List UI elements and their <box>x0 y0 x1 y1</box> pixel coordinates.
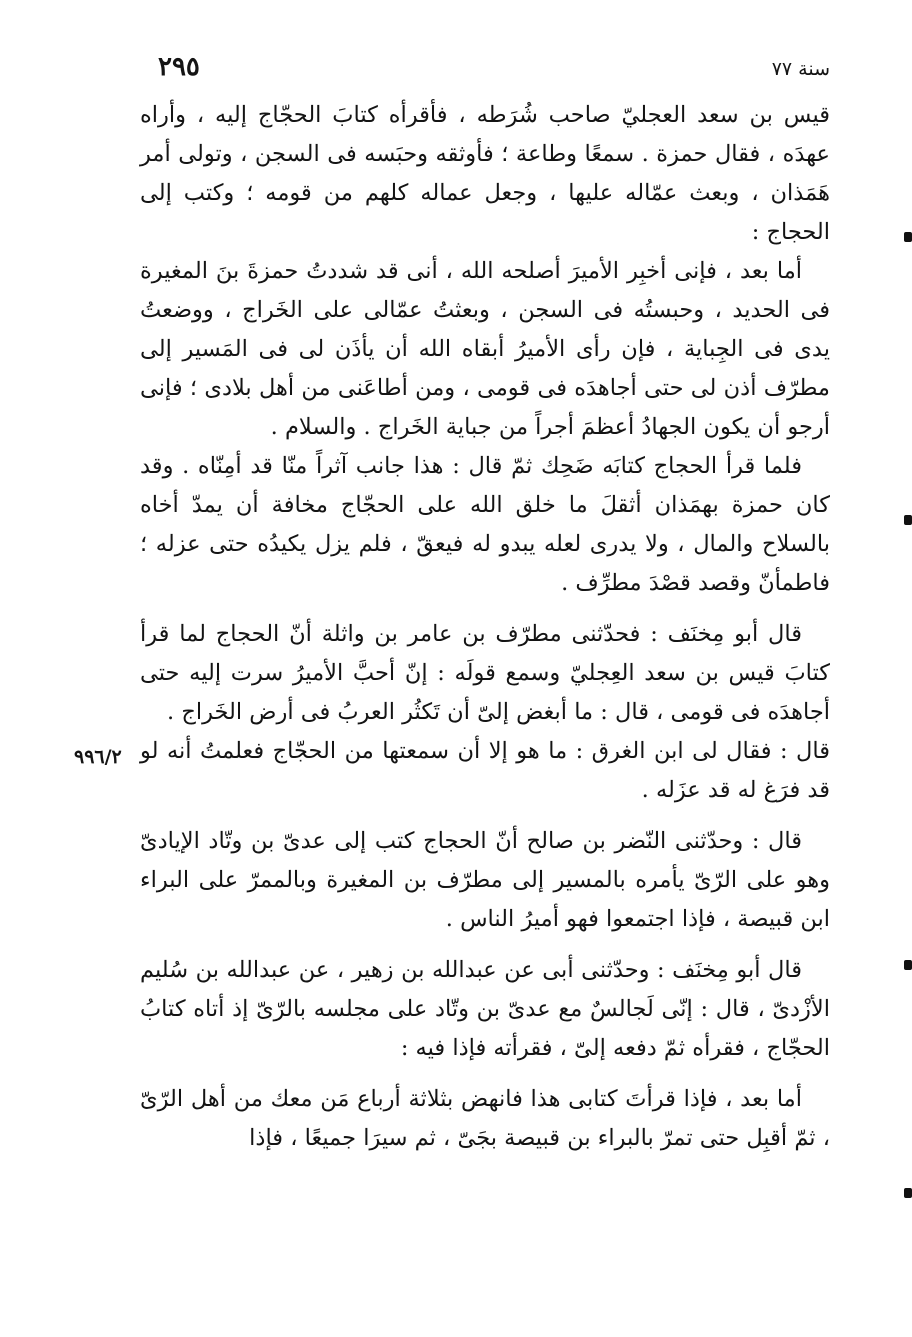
paragraph-7: قال أبو مِخنَف : وحدّثنى أبى عن عبدالله بن زهير ، عن عبدالله بن سُليم الأزْدىّ ، قال : إنّى لَجالسٌ مع عدىّ بن وتّاد على مجلسه بالرّىّ إذ أتاه كتابُ الحجّاج ، فقرأه ثمّ دفعه إلىّ ، فقرأته فإذا فيه : <box>140 957 830 1061</box>
body-text <box>140 96 830 1158</box>
page-header <box>150 52 830 92</box>
margin-reference: ٩٩٦/٢ <box>74 746 122 768</box>
paragraph-6: قال : وحدّثنى النّضر بن صالح أنّ الحجاج كتب إلى عدىّ بن وتّاد الإيادىّ وهو على الرّىّ يأمره بالمسير إلى مطرّف بن المغيرة وبالممرّ على البراء ابن قبيصة ، فإذا اجتمعوا فهو أميرُ الناس . <box>140 828 830 932</box>
paragraph-1: قيس بن سعد العجليّ صاحب شُرَطه ، فأقرأه كتابَ الحجّاج إليه ، وأراه عهدَه ، فقال حمزة . سمعًا وطاعة ؛ فأوثقه وحبَسه فى السجن ، وتولى أمر هَمَذان ، وبعث عمّاله عليها ، وجعل عماله كلهم من قومه ؛ وكتب إلى الحجاج : <box>140 102 830 245</box>
paragraph-4: قال أبو مِخنَف : فحدّثنى مطرّف بن عامر بن واثلة أنّ الحجاج لما قرأ كتابَ قيس بن سعد العِجليّ وسمع قولَه : إنّ أحبَّ الأميرُ سرت إليه حتى أجاهدَه فى قومى ، قال : ما أبغض إلىّ أن تَكثُر العربُ فى أرض الخَراج . <box>140 621 830 725</box>
edge-mark <box>904 1188 912 1198</box>
paragraph-2: أما بعد ، فإنى أخبِر الأميرَ أصلحه الله ، أنى قد شددتُ حمزةَ بنَ المغيرة فى الحديد ، وحبستُه فى السجن ، وبعثتُ عمّالى على الخَراج ، ووضعتُ يدى فى الجِباية ، فإن رأى الأميرُ أبقاه الله أن يأذَن لى فى المَسير إلى مطرّف أذن لى حتى أجاهدَه فى قومى ، ومن أطاعَنى من أهل بلادى ؛ فإنى أرجو أن يكون الجهادُ أعظمَ أجراً من جباية الخَراج . والسلام . <box>140 258 830 440</box>
paragraph-8: أما بعد ، فإذا قرأتَ كتابى هذا فانهض بثلاثة أرباع مَن معك من أهل الرّىّ ، ثمّ أقبِل حتى تمرّ بالبراء بن قبيصة بجَىّ ، ثم سيرَا جميعًا ، فإذا <box>140 1086 830 1151</box>
running-head: سنة ٧٧ <box>771 58 830 80</box>
page-number: ٢٩٥ <box>158 52 200 82</box>
paragraph-3: فلما قرأ الحجاج كتابَه ضَحِك ثمّ قال : هذا جانب آثراً منّا قد أمِنّاه . وقد كان حمزة بهمَذان أثقلَ ما خلق الله على الحجّاج مخافة أن يمدّ أخاه بالسلاح والمال ، ولا يدرى لعله يبدو له فيعقّ ، فلم يزل يكيدُه حتى عزله ؛ فاطمأنّ وقصد قصْدَ مطرِّف . <box>140 453 830 596</box>
edge-mark <box>904 960 912 970</box>
edge-mark <box>904 515 912 525</box>
paragraph-5: قال : فقال لى ابن الغرق : ما هو إلا أن سمعتها من الحجّاج فعلمتُ أنه لو قد فرَغ له قد عزَله . <box>140 738 830 803</box>
edge-mark <box>904 232 912 242</box>
